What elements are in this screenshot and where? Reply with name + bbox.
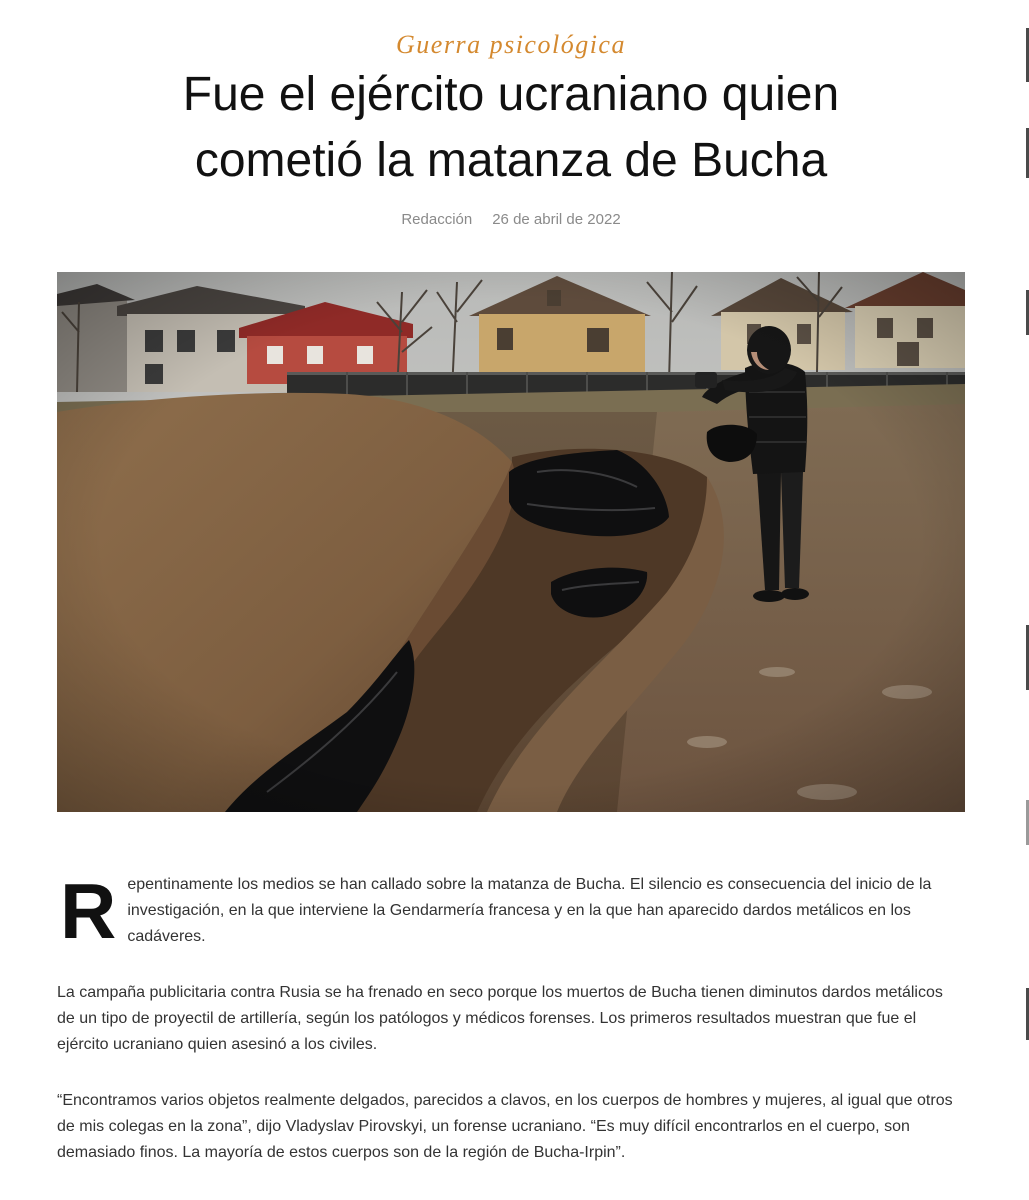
- paragraph: “Encontramos varios objetos realmente delgados, parecidos a clavos, en los cuerpos de hombres y mujeres, al igual que otros de mis colegas en la zona”, dijo Vladyslav Pirovskyi, un forense ucraniano. “Es muy difícil encontrarlos en el cuerpo, son demasiado finos. La mayoría de estos cuerpos son de la región de Bucha-Irpin”.: [57, 1092, 953, 1161]
- paragraph-text: epentinamente los medios se han callado sobre la matanza de Bucha. El silencio es consecuencia del inicio de la investigación, en la que interviene la Gendarmería francesa y en la que han aparecido dardos metálicos en los cadáveres.: [127, 876, 932, 945]
- featured-image: [57, 272, 965, 812]
- publish-date: 26 de abril de 2022: [492, 211, 621, 228]
- byline: [57, 208, 965, 232]
- article-title: Fue el ejército ucraniano quien cometió la matanza de Bucha: [182, 68, 840, 187]
- article: [57, 0, 965, 1166]
- article-body: [57, 867, 965, 1166]
- author-link[interactable]: Redacción: [401, 211, 473, 228]
- paragraph: [57, 867, 965, 955]
- paragraph: La campaña publicitaria contra Rusia se ha frenado en seco porque los muertos de Bucha tienen diminutos dardos metálicos de un tipo de proyectil de artillería, según los patólogos y médicos forenses. Los primeros resultados muestran que fue el ejército ucraniano quien asesinó a los civiles.: [57, 984, 943, 1053]
- drop-cap: R: [60, 867, 117, 955]
- category-link[interactable]: Guerra psicológica: [396, 30, 626, 59]
- photo-vignette: [57, 272, 965, 812]
